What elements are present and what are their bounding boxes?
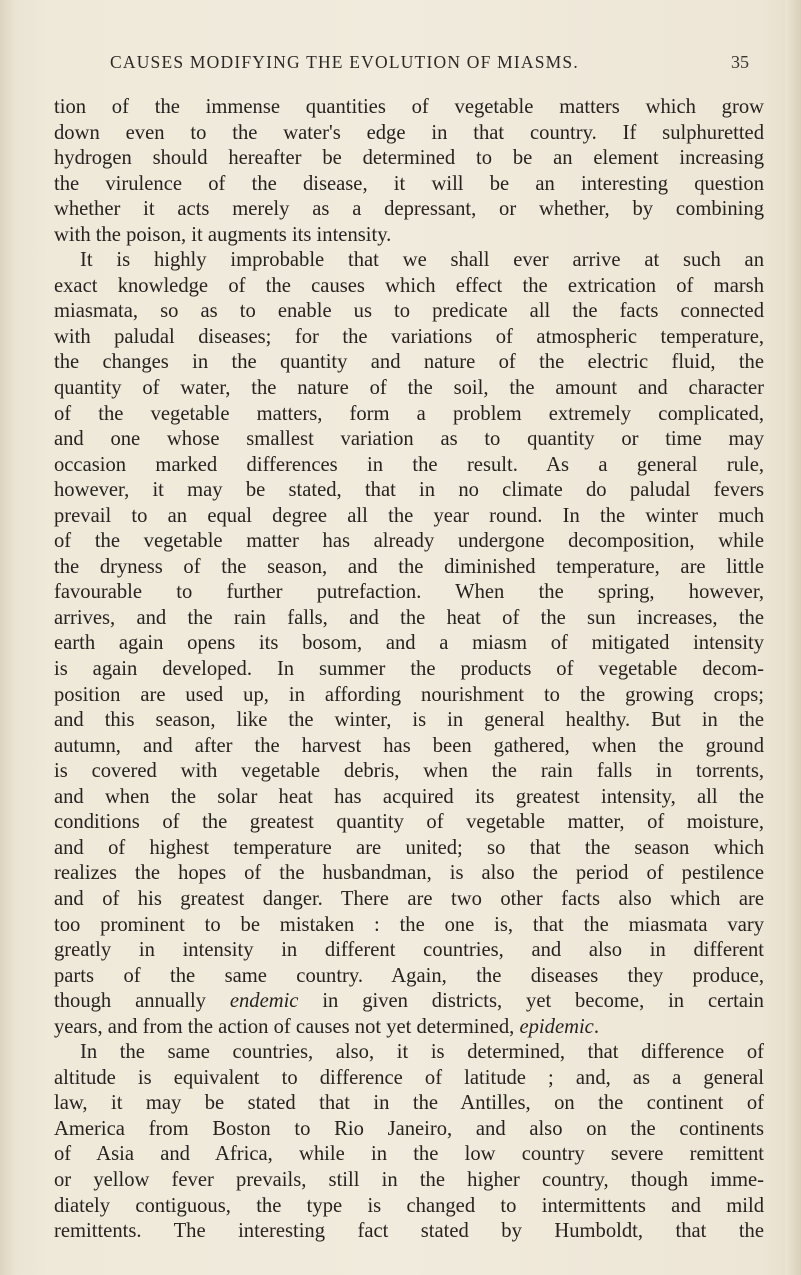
italic-term: epidemic — [519, 1015, 594, 1038]
text-line: America from Boston to Rio Janeiro, and also on the continents — [54, 1117, 764, 1140]
text-line: the dryness of the season, and the diminished temperature, are little — [54, 555, 764, 578]
text-line: diately contiguous, the type is changed to intermittents and mild — [54, 1194, 764, 1217]
text-line: with paludal diseases; for the variations of atmospheric temperature, — [54, 325, 764, 348]
text-run: in given districts, yet become, in certain — [298, 990, 764, 1013]
page-right-edge-shadow — [785, 0, 801, 1275]
text-line: and one whose smallest variation as to quantity or time may — [54, 428, 764, 451]
text-line: prevail to an equal degree all the year round. In the winter much — [54, 504, 764, 527]
text-line: of Asia and Africa, while in the low country severe remittent — [54, 1143, 764, 1166]
text-line: arrives, and the rain falls, and the heat of the sun increases, the — [54, 606, 764, 629]
text-line: remittents. The interesting fact stated by Humboldt, that the — [54, 1220, 764, 1243]
text-run: . — [593, 1015, 599, 1038]
text-line: position are used up, in affording nourishment to the growing crops; — [54, 683, 764, 706]
text-line — [54, 989, 764, 1015]
text-line: and of highest temperature are united; so that the season which — [54, 836, 764, 859]
text-line: whether it acts merely as a depressant, or whether, by combining — [54, 198, 764, 221]
text-line: realizes the hopes of the husbandman, is also the period of pestilence — [54, 862, 764, 885]
paragraph-first-line: It is highly improbable that we shall ever arrive at such an — [80, 249, 764, 272]
text-line: exact knowledge of the causes which effect the extrication of marsh — [54, 274, 764, 297]
text-line: and this season, like the winter, is in general healthy. But in the — [54, 709, 764, 732]
text-line: is again developed. In summer the products of vegetable decom- — [54, 658, 764, 681]
text-line: favourable to further putrefaction. When the spring, however, — [54, 581, 764, 604]
page-header — [0, 52, 801, 82]
italic-term: endemic — [229, 990, 299, 1013]
text-run: though annually — [54, 990, 230, 1013]
text-line: or yellow fever prevails, still in the higher country, though imme- — [54, 1168, 764, 1191]
text-line: conditions of the greatest quantity of vegetable matter, of moisture, — [54, 811, 764, 834]
text-line: too prominent to be mistaken : the one is, that the miasmata vary — [54, 913, 764, 936]
text-line: and when the solar heat has acquired its greatest intensity, all the — [54, 785, 764, 808]
text-line: occasion marked differences in the result. As a general rule, — [54, 453, 764, 476]
text-line: and of his greatest danger. There are two other facts also which are — [54, 887, 764, 910]
body-text — [54, 95, 764, 1245]
text-run: years, and from the action of causes not yet determined, — [54, 1015, 520, 1038]
text-line: tion of the immense quantities of vegetable matters which grow — [54, 96, 764, 118]
text-line — [54, 1015, 764, 1041]
text-line: the virulence of the disease, it will be an interesting question — [54, 172, 764, 195]
paragraph-first-line: In the same countries, also, it is determined, that difference of — [80, 1041, 764, 1064]
text-line: altitude is equivalent to difference of latitude ; and, as a general — [54, 1066, 764, 1089]
page-number: 35 — [731, 52, 749, 72]
running-head: CAUSES MODIFYING THE EVOLUTION OF MIASMS. — [110, 52, 579, 72]
text-line: down even to the water's edge in that country. If sulphuretted — [54, 121, 764, 144]
text-line: of the vegetable matters, form a problem extremely complicated, — [54, 402, 764, 425]
text-line: law, it may be stated that in the Antilles, on the continent of — [54, 1092, 764, 1115]
text-line: quantity of water, the nature of the soil, the amount and character — [54, 377, 764, 400]
text-line: parts of the same country. Again, the diseases they produce, — [54, 964, 764, 987]
text-line: hydrogen should hereafter be determined to be an element increasing — [54, 147, 764, 170]
text-line: autumn, and after the harvest has been gathered, when the ground — [54, 734, 764, 757]
text-line: earth again opens its bosom, and a miasm of mitigated intensity — [54, 632, 764, 655]
page-left-edge-shadow — [0, 0, 14, 1275]
text-line: however, it may be stated, that in no climate do paludal fevers — [54, 479, 764, 502]
text-line: with the poison, it augments its intensity. — [54, 223, 392, 246]
text-line: is covered with vegetable debris, when the rain falls in torrents, — [54, 760, 764, 783]
text-line: the changes in the quantity and nature of the electric fluid, the — [54, 351, 764, 374]
text-line: miasmata, so as to enable us to predicate all the facts connected — [54, 300, 764, 323]
text-line: greatly in intensity in different countries, and also in different — [54, 939, 764, 962]
text-line: of the vegetable matter has already undergone decomposition, while — [54, 530, 764, 553]
